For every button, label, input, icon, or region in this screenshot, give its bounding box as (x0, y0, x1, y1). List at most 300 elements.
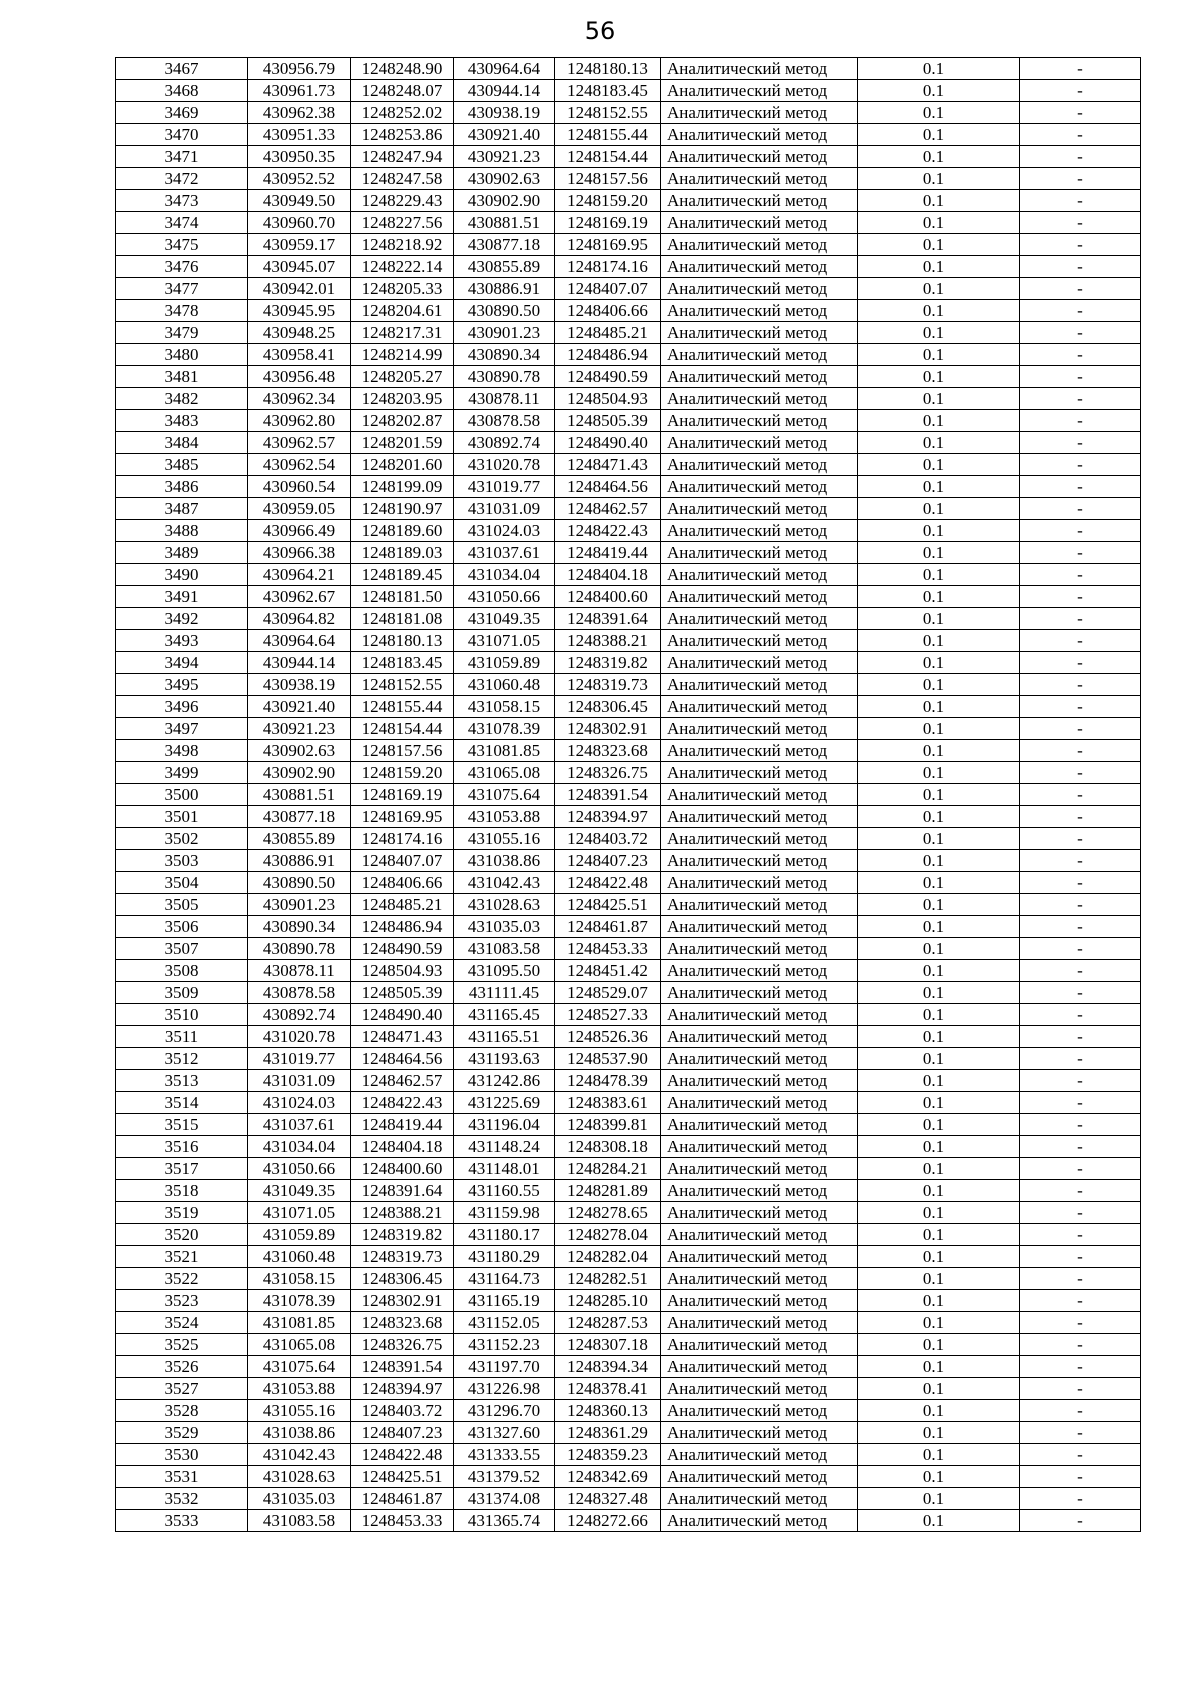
cell-note: - (1020, 366, 1141, 388)
cell-note: - (1020, 828, 1141, 850)
cell-y-start: 1248485.21 (351, 894, 454, 916)
table-row (116, 1180, 1141, 1202)
cell-x-start: 430960.54 (248, 476, 351, 498)
cell-y-start: 1248505.39 (351, 982, 454, 1004)
cell-method: Аналитический метод (661, 1246, 858, 1268)
cell-x-start: 430961.73 (248, 80, 351, 102)
cell-point-number: 3520 (116, 1224, 248, 1246)
table-row (116, 322, 1141, 344)
cell-y-end: 1248327.48 (555, 1488, 661, 1510)
cell-y-end: 1248378.41 (555, 1378, 661, 1400)
cell-note: - (1020, 344, 1141, 366)
cell-point-number: 3512 (116, 1048, 248, 1070)
cell-x-start: 430886.91 (248, 850, 351, 872)
cell-method: Аналитический метод (661, 476, 858, 498)
cell-method: Аналитический метод (661, 1136, 858, 1158)
table-row (116, 938, 1141, 960)
cell-x-start: 430902.63 (248, 740, 351, 762)
table-row (116, 1004, 1141, 1026)
cell-y-end: 1248155.44 (555, 124, 661, 146)
cell-accuracy: 0.1 (858, 674, 1020, 696)
cell-accuracy: 0.1 (858, 586, 1020, 608)
cell-method: Аналитический метод (661, 1202, 858, 1224)
cell-y-start: 1248391.64 (351, 1180, 454, 1202)
cell-x-end: 431031.09 (454, 498, 555, 520)
cell-y-end: 1248425.51 (555, 894, 661, 916)
cell-method: Аналитический метод (661, 960, 858, 982)
cell-y-start: 1248394.97 (351, 1378, 454, 1400)
cell-y-end: 1248462.57 (555, 498, 661, 520)
cell-x-end: 430964.64 (454, 58, 555, 80)
cell-x-start: 430901.23 (248, 894, 351, 916)
cell-x-end: 431081.85 (454, 740, 555, 762)
cell-y-end: 1248319.73 (555, 674, 661, 696)
cell-y-start: 1248201.59 (351, 432, 454, 454)
cell-x-end: 430890.78 (454, 366, 555, 388)
cell-x-start: 430966.49 (248, 520, 351, 542)
cell-y-start: 1248189.03 (351, 542, 454, 564)
cell-x-start: 430921.40 (248, 696, 351, 718)
cell-accuracy: 0.1 (858, 234, 1020, 256)
cell-note: - (1020, 168, 1141, 190)
cell-point-number: 3519 (116, 1202, 248, 1224)
cell-y-end: 1248285.10 (555, 1290, 661, 1312)
cell-x-end: 431180.29 (454, 1246, 555, 1268)
cell-x-end: 431071.05 (454, 630, 555, 652)
cell-x-end: 431075.64 (454, 784, 555, 806)
cell-accuracy: 0.1 (858, 1510, 1020, 1532)
cell-point-number: 3505 (116, 894, 248, 916)
cell-x-end: 431225.69 (454, 1092, 555, 1114)
cell-x-start: 430877.18 (248, 806, 351, 828)
cell-y-start: 1248391.54 (351, 1356, 454, 1378)
cell-point-number: 3493 (116, 630, 248, 652)
cell-point-number: 3509 (116, 982, 248, 1004)
table-body (116, 58, 1141, 1532)
cell-accuracy: 0.1 (858, 982, 1020, 1004)
cell-y-end: 1248326.75 (555, 762, 661, 784)
cell-note: - (1020, 322, 1141, 344)
cell-x-end: 431165.51 (454, 1026, 555, 1048)
cell-x-start: 431024.03 (248, 1092, 351, 1114)
cell-accuracy: 0.1 (858, 80, 1020, 102)
cell-x-start: 431035.03 (248, 1488, 351, 1510)
cell-x-start: 431071.05 (248, 1202, 351, 1224)
cell-method: Аналитический метод (661, 1048, 858, 1070)
table-row (116, 674, 1141, 696)
cell-note: - (1020, 938, 1141, 960)
cell-point-number: 3490 (116, 564, 248, 586)
cell-point-number: 3515 (116, 1114, 248, 1136)
cell-point-number: 3526 (116, 1356, 248, 1378)
cell-y-start: 1248407.23 (351, 1422, 454, 1444)
cell-y-end: 1248394.34 (555, 1356, 661, 1378)
cell-y-start: 1248490.59 (351, 938, 454, 960)
cell-note: - (1020, 1180, 1141, 1202)
cell-method: Аналитический метод (661, 652, 858, 674)
cell-y-start: 1248253.86 (351, 124, 454, 146)
cell-point-number: 3472 (116, 168, 248, 190)
cell-y-end: 1248505.39 (555, 410, 661, 432)
cell-note: - (1020, 1224, 1141, 1246)
cell-y-start: 1248204.61 (351, 300, 454, 322)
cell-point-number: 3478 (116, 300, 248, 322)
cell-point-number: 3532 (116, 1488, 248, 1510)
cell-y-start: 1248400.60 (351, 1158, 454, 1180)
cell-method: Аналитический метод (661, 520, 858, 542)
cell-x-end: 431242.86 (454, 1070, 555, 1092)
cell-note: - (1020, 1114, 1141, 1136)
cell-method: Аналитический метод (661, 1004, 858, 1026)
cell-x-end: 430890.34 (454, 344, 555, 366)
cell-y-end: 1248407.23 (555, 850, 661, 872)
cell-x-start: 430956.79 (248, 58, 351, 80)
cell-y-end: 1248404.18 (555, 564, 661, 586)
table-row (116, 1070, 1141, 1092)
cell-y-end: 1248159.20 (555, 190, 661, 212)
cell-accuracy: 0.1 (858, 256, 1020, 278)
cell-x-end: 431058.15 (454, 696, 555, 718)
cell-note: - (1020, 1246, 1141, 1268)
cell-accuracy: 0.1 (858, 58, 1020, 80)
cell-method: Аналитический метод (661, 938, 858, 960)
cell-y-start: 1248461.87 (351, 1488, 454, 1510)
cell-note: - (1020, 740, 1141, 762)
table-row (116, 432, 1141, 454)
cell-method: Аналитический метод (661, 366, 858, 388)
table-row (116, 850, 1141, 872)
cell-x-end: 431148.24 (454, 1136, 555, 1158)
cell-note: - (1020, 1334, 1141, 1356)
cell-x-start: 430959.05 (248, 498, 351, 520)
cell-x-start: 430890.78 (248, 938, 351, 960)
cell-note: - (1020, 388, 1141, 410)
cell-y-start: 1248319.73 (351, 1246, 454, 1268)
cell-accuracy: 0.1 (858, 124, 1020, 146)
cell-method: Аналитический метод (661, 1026, 858, 1048)
cell-note: - (1020, 80, 1141, 102)
cell-y-start: 1248201.60 (351, 454, 454, 476)
cell-x-start: 431050.66 (248, 1158, 351, 1180)
cell-accuracy: 0.1 (858, 102, 1020, 124)
cell-method: Аналитический метод (661, 1378, 858, 1400)
cell-x-start: 430949.50 (248, 190, 351, 212)
cell-method: Аналитический метод (661, 784, 858, 806)
cell-accuracy: 0.1 (858, 1400, 1020, 1422)
table-row (116, 740, 1141, 762)
cell-x-start: 430892.74 (248, 1004, 351, 1026)
cell-x-start: 430962.38 (248, 102, 351, 124)
cell-accuracy: 0.1 (858, 1136, 1020, 1158)
cell-x-end: 431059.89 (454, 652, 555, 674)
cell-x-end: 431226.98 (454, 1378, 555, 1400)
cell-method: Аналитический метод (661, 1312, 858, 1334)
cell-point-number: 3501 (116, 806, 248, 828)
cell-y-start: 1248229.43 (351, 190, 454, 212)
cell-x-end: 431065.08 (454, 762, 555, 784)
cell-y-end: 1248281.89 (555, 1180, 661, 1202)
cell-note: - (1020, 256, 1141, 278)
cell-y-end: 1248504.93 (555, 388, 661, 410)
cell-note: - (1020, 454, 1141, 476)
cell-note: - (1020, 1158, 1141, 1180)
cell-x-start: 430966.38 (248, 542, 351, 564)
cell-x-end: 431078.39 (454, 718, 555, 740)
cell-note: - (1020, 1312, 1141, 1334)
cell-x-end: 431038.86 (454, 850, 555, 872)
cell-y-end: 1248490.59 (555, 366, 661, 388)
cell-x-end: 431379.52 (454, 1466, 555, 1488)
cell-y-end: 1248388.21 (555, 630, 661, 652)
cell-y-start: 1248214.99 (351, 344, 454, 366)
cell-accuracy: 0.1 (858, 1356, 1020, 1378)
cell-x-start: 431055.16 (248, 1400, 351, 1422)
table-row (116, 1356, 1141, 1378)
cell-x-start: 430964.82 (248, 608, 351, 630)
cell-note: - (1020, 1290, 1141, 1312)
table-row (116, 960, 1141, 982)
cell-accuracy: 0.1 (858, 1268, 1020, 1290)
cell-point-number: 3468 (116, 80, 248, 102)
cell-point-number: 3470 (116, 124, 248, 146)
cell-y-start: 1248157.56 (351, 740, 454, 762)
cell-x-start: 430962.57 (248, 432, 351, 454)
cell-accuracy: 0.1 (858, 1378, 1020, 1400)
cell-y-end: 1248451.42 (555, 960, 661, 982)
cell-accuracy: 0.1 (858, 1114, 1020, 1136)
cell-x-start: 431059.89 (248, 1224, 351, 1246)
cell-accuracy: 0.1 (858, 784, 1020, 806)
cell-accuracy: 0.1 (858, 366, 1020, 388)
cell-method: Аналитический метод (661, 1356, 858, 1378)
cell-accuracy: 0.1 (858, 410, 1020, 432)
cell-x-start: 430962.34 (248, 388, 351, 410)
cell-x-start: 430964.21 (248, 564, 351, 586)
cell-y-end: 1248282.04 (555, 1246, 661, 1268)
cell-x-end: 431050.66 (454, 586, 555, 608)
cell-x-start: 430945.07 (248, 256, 351, 278)
cell-y-end: 1248537.90 (555, 1048, 661, 1070)
cell-y-start: 1248490.40 (351, 1004, 454, 1026)
cell-accuracy: 0.1 (858, 806, 1020, 828)
table-row (116, 80, 1141, 102)
cell-y-end: 1248282.51 (555, 1268, 661, 1290)
cell-note: - (1020, 1048, 1141, 1070)
cell-method: Аналитический метод (661, 740, 858, 762)
cell-accuracy: 0.1 (858, 1466, 1020, 1488)
table-row (116, 102, 1141, 124)
cell-x-start: 431020.78 (248, 1026, 351, 1048)
cell-method: Аналитический метод (661, 212, 858, 234)
cell-accuracy: 0.1 (858, 454, 1020, 476)
cell-point-number: 3473 (116, 190, 248, 212)
table-row (116, 1136, 1141, 1158)
cell-y-end: 1248464.56 (555, 476, 661, 498)
cell-point-number: 3521 (116, 1246, 248, 1268)
cell-note: - (1020, 1356, 1141, 1378)
cell-x-end: 431196.04 (454, 1114, 555, 1136)
cell-x-start: 430962.80 (248, 410, 351, 432)
cell-y-end: 1248394.97 (555, 806, 661, 828)
cell-note: - (1020, 146, 1141, 168)
cell-point-number: 3503 (116, 850, 248, 872)
cell-point-number: 3481 (116, 366, 248, 388)
cell-method: Аналитический метод (661, 1224, 858, 1246)
cell-point-number: 3492 (116, 608, 248, 630)
cell-point-number: 3497 (116, 718, 248, 740)
table-row (116, 1510, 1141, 1532)
cell-y-start: 1248306.45 (351, 1268, 454, 1290)
cell-y-start: 1248248.90 (351, 58, 454, 80)
cell-method: Аналитический метод (661, 344, 858, 366)
cell-accuracy: 0.1 (858, 696, 1020, 718)
cell-note: - (1020, 586, 1141, 608)
cell-y-end: 1248272.66 (555, 1510, 661, 1532)
cell-point-number: 3518 (116, 1180, 248, 1202)
cell-x-start: 430938.19 (248, 674, 351, 696)
cell-x-end: 430878.11 (454, 388, 555, 410)
cell-note: - (1020, 1026, 1141, 1048)
table-row (116, 1048, 1141, 1070)
cell-x-start: 431049.35 (248, 1180, 351, 1202)
cell-x-start: 430942.01 (248, 278, 351, 300)
cell-x-end: 431197.70 (454, 1356, 555, 1378)
table-row (116, 1312, 1141, 1334)
cell-note: - (1020, 718, 1141, 740)
cell-x-end: 431159.98 (454, 1202, 555, 1224)
table-row (116, 212, 1141, 234)
cell-x-end: 431152.23 (454, 1334, 555, 1356)
cell-point-number: 3502 (116, 828, 248, 850)
cell-method: Аналитический метод (661, 322, 858, 344)
cell-accuracy: 0.1 (858, 1202, 1020, 1224)
cell-y-start: 1248202.87 (351, 410, 454, 432)
cell-note: - (1020, 872, 1141, 894)
cell-y-end: 1248152.55 (555, 102, 661, 124)
cell-point-number: 3523 (116, 1290, 248, 1312)
table-row (116, 1092, 1141, 1114)
cell-point-number: 3508 (116, 960, 248, 982)
cell-y-start: 1248205.27 (351, 366, 454, 388)
cell-point-number: 3467 (116, 58, 248, 80)
cell-note: - (1020, 894, 1141, 916)
cell-accuracy: 0.1 (858, 1312, 1020, 1334)
cell-method: Аналитический метод (661, 410, 858, 432)
cell-note: - (1020, 58, 1141, 80)
cell-accuracy: 0.1 (858, 1224, 1020, 1246)
cell-method: Аналитический метод (661, 432, 858, 454)
cell-x-start: 430902.90 (248, 762, 351, 784)
cell-x-start: 431034.04 (248, 1136, 351, 1158)
cell-method: Аналитический метод (661, 124, 858, 146)
cell-accuracy: 0.1 (858, 1048, 1020, 1070)
table-row (116, 1378, 1141, 1400)
cell-accuracy: 0.1 (858, 1158, 1020, 1180)
cell-accuracy: 0.1 (858, 938, 1020, 960)
cell-x-end: 430892.74 (454, 432, 555, 454)
cell-method: Аналитический метод (661, 872, 858, 894)
cell-point-number: 3488 (116, 520, 248, 542)
cell-accuracy: 0.1 (858, 190, 1020, 212)
cell-accuracy: 0.1 (858, 1290, 1020, 1312)
cell-x-start: 430855.89 (248, 828, 351, 850)
cell-y-end: 1248169.95 (555, 234, 661, 256)
cell-method: Аналитический метод (661, 1092, 858, 1114)
cell-point-number: 3489 (116, 542, 248, 564)
cell-accuracy: 0.1 (858, 916, 1020, 938)
table-row (116, 1224, 1141, 1246)
cell-y-end: 1248154.44 (555, 146, 661, 168)
cell-note: - (1020, 1488, 1141, 1510)
cell-y-start: 1248425.51 (351, 1466, 454, 1488)
cell-note: - (1020, 124, 1141, 146)
cell-point-number: 3511 (116, 1026, 248, 1048)
cell-method: Аналитический метод (661, 850, 858, 872)
table-row (116, 916, 1141, 938)
cell-x-start: 431019.77 (248, 1048, 351, 1070)
table-row (116, 1246, 1141, 1268)
cell-y-start: 1248326.75 (351, 1334, 454, 1356)
cell-y-start: 1248180.13 (351, 630, 454, 652)
cell-y-start: 1248252.02 (351, 102, 454, 124)
cell-x-end: 430878.58 (454, 410, 555, 432)
cell-y-end: 1248308.18 (555, 1136, 661, 1158)
cell-method: Аналитический метод (661, 256, 858, 278)
cell-x-start: 431053.88 (248, 1378, 351, 1400)
cell-y-start: 1248462.57 (351, 1070, 454, 1092)
table-row (116, 630, 1141, 652)
cell-method: Аналитический метод (661, 982, 858, 1004)
table-row (116, 564, 1141, 586)
cell-x-end: 430921.40 (454, 124, 555, 146)
cell-x-start: 430960.70 (248, 212, 351, 234)
cell-y-end: 1248157.56 (555, 168, 661, 190)
table-row (116, 234, 1141, 256)
cell-y-start: 1248181.50 (351, 586, 454, 608)
table-row (116, 608, 1141, 630)
cell-y-end: 1248169.19 (555, 212, 661, 234)
cell-y-start: 1248169.95 (351, 806, 454, 828)
cell-note: - (1020, 1070, 1141, 1092)
cell-y-end: 1248399.81 (555, 1114, 661, 1136)
cell-method: Аналитический метод (661, 1290, 858, 1312)
cell-method: Аналитический метод (661, 916, 858, 938)
cell-accuracy: 0.1 (858, 300, 1020, 322)
cell-method: Аналитический метод (661, 1400, 858, 1422)
table-row (116, 762, 1141, 784)
cell-accuracy: 0.1 (858, 872, 1020, 894)
cell-method: Аналитический метод (661, 674, 858, 696)
cell-y-start: 1248183.45 (351, 652, 454, 674)
cell-y-end: 1248342.69 (555, 1466, 661, 1488)
cell-point-number: 3513 (116, 1070, 248, 1092)
table-row (116, 586, 1141, 608)
cell-point-number: 3506 (116, 916, 248, 938)
cell-note: - (1020, 476, 1141, 498)
cell-x-start: 431037.61 (248, 1114, 351, 1136)
cell-note: - (1020, 432, 1141, 454)
cell-x-start: 431065.08 (248, 1334, 351, 1356)
cell-point-number: 3491 (116, 586, 248, 608)
cell-x-start: 430881.51 (248, 784, 351, 806)
cell-note: - (1020, 762, 1141, 784)
cell-note: - (1020, 564, 1141, 586)
cell-point-number: 3482 (116, 388, 248, 410)
cell-y-end: 1248278.04 (555, 1224, 661, 1246)
table-row (116, 1268, 1141, 1290)
table-row (116, 1444, 1141, 1466)
cell-note: - (1020, 960, 1141, 982)
